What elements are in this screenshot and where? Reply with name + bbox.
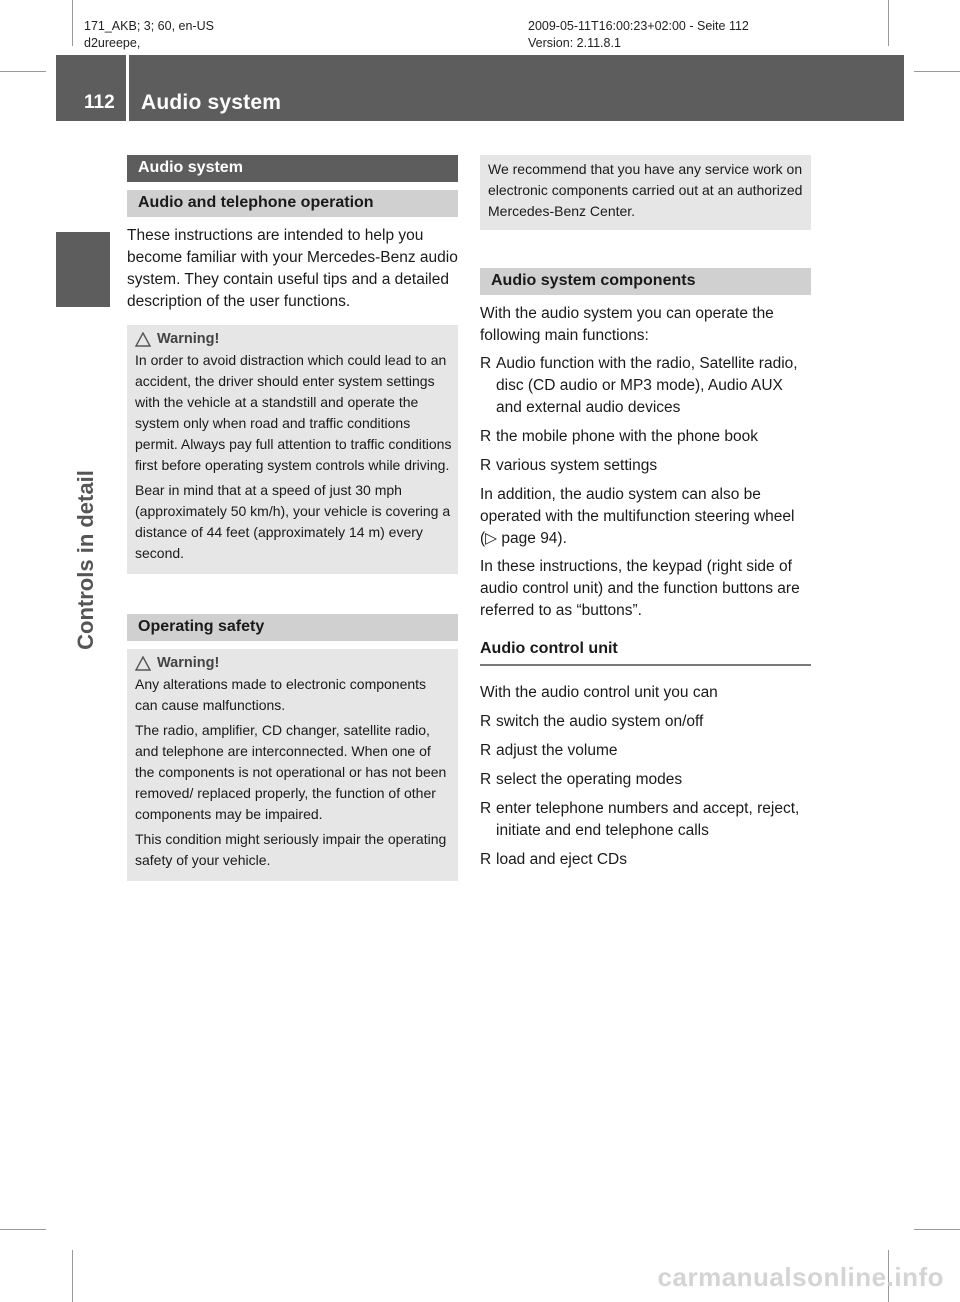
warning-text-3: This condition might seriously impair the operating safety of your vehicle. [135,831,447,868]
steering-wheel-text: In addition, the audio system can also be operated with the multifunction steering wheel ( [480,486,795,547]
service-note-text: We recommend that you have any service work on electronic components carried out at an authorized Mercedes-Benz Center. [488,161,803,219]
page-ref-arrow-icon: ▷ [485,530,498,547]
page-number: 112 [56,55,126,121]
right-column [480,155,811,878]
list-item [480,711,811,733]
subheading-operating-safety: Operating safety [127,614,458,641]
bullet-glyph: R [480,851,492,868]
warning-title [135,331,452,347]
warning-title-text: Warning! [157,331,220,347]
subheading-audio-control-unit: Audio control unit [480,640,811,666]
list-item-text: various system settings [496,457,658,474]
warning-title [135,655,452,671]
bullet-glyph: R [480,428,492,445]
print-meta-left-line2: d2ureepe, [84,36,141,50]
crop-mark-top-left-v [72,0,73,46]
list-item-text: switch the audio system on/off [496,713,704,730]
list-item-text: load and eject CDs [496,851,627,868]
list-item [480,740,811,762]
subheading-audio-system-components: Audio system components [480,268,811,295]
crop-mark-top-right-v [888,0,889,46]
left-column [127,155,458,881]
control-unit-intro: With the audio control unit you can [480,684,718,701]
warning-box-distraction [127,325,458,574]
crop-mark-top-right-h [914,71,960,72]
warning-title-text: Warning! [157,655,220,671]
header-title: Audio system [141,91,282,114]
crop-mark-bottom-left-h [0,1229,46,1230]
list-item [480,455,811,477]
list-item-text: adjust the volume [496,742,618,759]
warning-text-2: Bear in mind that at a speed of just 30 mph (approximately 50 km/h), your vehicle is covering a distance of 44 feet (approximately 14 m) every second. [135,482,451,561]
warning-text-2: The radio, amplifier, CD changer, satellite radio, and telephone are interconnected. When one of the components is not operational or has not been removed/ replaced properly, the function of other components may be impaired. [135,722,447,822]
list-item-text: Audio function with the radio, Satellite radio, disc (CD audio or MP3 mode), Audio AUX and external audio devices [496,355,798,416]
intro-paragraph: These instructions are intended to help you become familiar with your Mercedes-Benz audio system. They contain useful tips and a detailed description of the user functions. [127,227,458,310]
print-meta-left [84,18,214,52]
buttons-paragraph: In these instructions, the keypad (right side of audio control unit) and the function buttons are referred to as “buttons”. [480,558,800,619]
list-item-text: the mobile phone with the phone book [496,428,758,445]
service-note-box [480,155,811,230]
crop-mark-bottom-left-v [72,1250,73,1302]
warning-triangle-icon [135,332,151,347]
side-section-label: Controls in detail [73,470,98,650]
bullet-glyph: R [480,713,492,730]
list-item [480,849,811,871]
bullet-glyph: R [480,457,492,474]
crop-mark-bottom-right-h [914,1229,960,1230]
header-separator [126,55,129,121]
subheading-audio-telephone-operation: Audio and telephone operation [127,190,458,217]
bullet-glyph: R [480,742,492,759]
main-functions-list [480,353,811,477]
crop-mark-top-left-h [0,71,46,72]
print-meta-left-line1: 171_AKB; 3; 60, en-US [84,19,214,33]
print-meta-right-line2: Version: 2.11.8.1 [528,36,621,50]
side-tab [56,232,110,307]
components-intro: With the audio system you can operate the following main functions: [480,305,774,344]
warning-text-1: In order to avoid distraction which could lead to an accident, the driver should enter system settings with the vehicle at a standstill and operate the system only when road and traffic conditions permit. Always pay full attention to traffic conditions first before operating system controls while driving. [135,352,452,473]
bullet-glyph: R [480,800,492,817]
page-ref-link[interactable]: page 94). [497,530,567,547]
list-item [480,798,811,842]
footer-watermark: carmanualsonline.info [657,1262,944,1292]
control-unit-list [480,711,811,871]
warning-triangle-icon [135,656,151,671]
list-item [480,426,811,448]
list-item [480,353,811,419]
bullet-glyph: R [480,771,492,788]
warning-text-1: Any alterations made to electronic components can cause malfunctions. [135,676,427,713]
list-item-text: select the operating modes [496,771,683,788]
warning-box-alterations [127,649,458,881]
list-item [480,769,811,791]
print-meta-right [528,18,749,52]
section-heading-audio-system: Audio system [127,155,458,182]
bullet-glyph: R [480,355,492,372]
print-meta-right-line1: 2009-05-11T16:00:23+02:00 - Seite 112 [528,19,749,33]
list-item-text: enter telephone numbers and accept, reject, initiate and end telephone calls [496,800,800,839]
steering-wheel-paragraph [480,484,811,550]
